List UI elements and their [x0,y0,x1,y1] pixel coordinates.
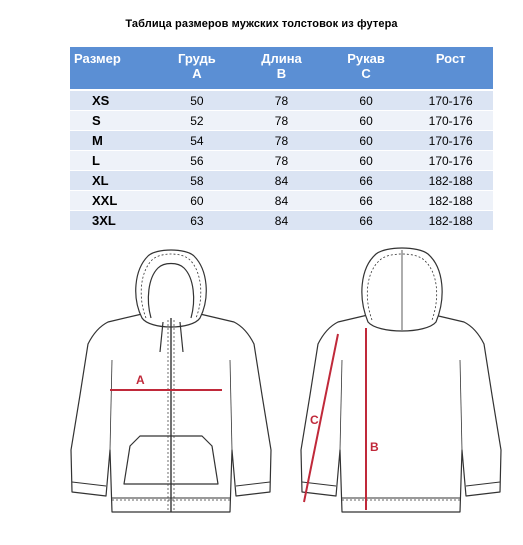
length-cell: 78 [239,151,324,171]
sleeve-cell: 60 [324,90,409,111]
sleeve-cell: 60 [324,131,409,151]
table-row [70,211,493,231]
hoodie-back-view [301,248,501,512]
size-table [70,47,493,231]
table-row [70,90,493,111]
size-cell: XXL [70,191,155,211]
chest-cell: 50 [155,90,240,111]
sleeve-measure-label: C [310,413,319,427]
height-cell: 182-188 [408,211,493,231]
table-row [70,151,493,171]
length-cell: 78 [239,111,324,131]
length-cell: 84 [239,211,324,231]
length-cell: 84 [239,171,324,191]
header-length: Длина B [239,47,324,90]
header-sleeve: Рукав C [324,47,409,90]
chest-cell: 54 [155,131,240,151]
height-cell: 170-176 [408,111,493,131]
chest-measure-label: A [136,373,145,387]
table-header-row [70,47,493,90]
size-cell: XS [70,90,155,111]
height-cell: 170-176 [408,151,493,171]
sleeve-cell: 60 [324,151,409,171]
sleeve-cell: 66 [324,191,409,211]
length-cell: 78 [239,90,324,111]
size-cell: XL [70,171,155,191]
size-cell: L [70,151,155,171]
page-title: Таблица размеров мужских толстовок из футера [125,18,398,30]
chest-cell: 56 [155,151,240,171]
chest-cell: 58 [155,171,240,191]
hoodie-front-view [71,250,271,512]
hoodie-diagram [0,240,523,520]
sleeve-cell: 60 [324,111,409,131]
table-row [70,171,493,191]
table-row [70,111,493,131]
chest-cell: 63 [155,211,240,231]
sleeve-cell: 66 [324,171,409,191]
chest-cell: 60 [155,191,240,211]
length-cell: 84 [239,191,324,211]
length-measure-label: B [370,440,379,454]
size-cell: 3XL [70,211,155,231]
height-cell: 170-176 [408,131,493,151]
sleeve-cell: 66 [324,211,409,231]
header-chest: Грудь A [155,47,240,90]
table-row [70,191,493,211]
height-cell: 182-188 [408,171,493,191]
height-cell: 170-176 [408,90,493,111]
chest-cell: 52 [155,111,240,131]
length-cell: 78 [239,131,324,151]
back-body-outline [301,314,501,512]
size-cell: M [70,131,155,151]
header-size: Размер [70,47,155,90]
height-cell: 182-188 [408,191,493,211]
front-hood-outline [136,250,207,327]
header-height: Рост [408,47,493,90]
table-row [70,131,493,151]
size-cell: S [70,111,155,131]
